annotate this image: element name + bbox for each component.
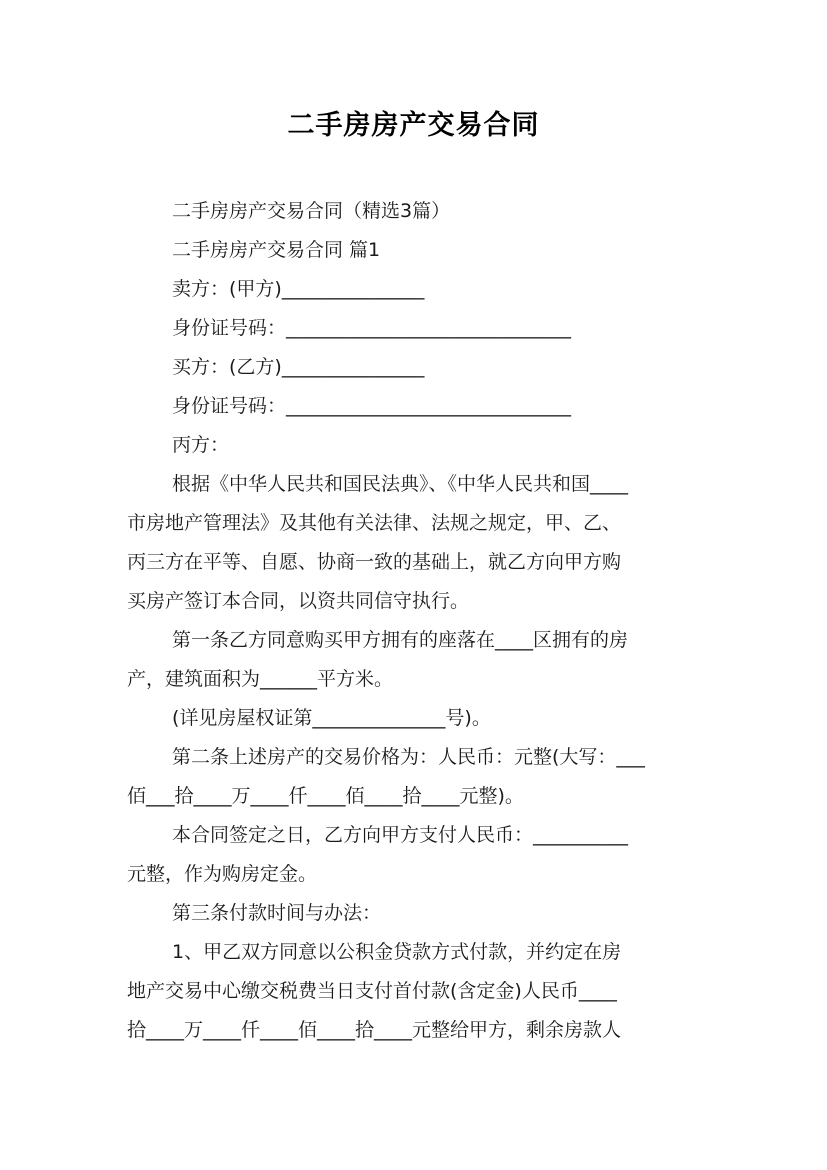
deposit-line: 元整，作为购房定金。 — [127, 863, 318, 885]
paragraph-line: 丙三方在平等、自愿、协商一致的基础上，就乙方向甲方购 — [127, 551, 622, 573]
buyer-field: 买方：(乙方)_______________ — [172, 356, 425, 378]
buyer-id-field: 身份证号码：______________________________ — [172, 395, 572, 417]
seller-id-field: 身份证号码：______________________________ — [172, 317, 572, 339]
article-3-line: 1、甲乙双方同意以公积金贷款方式付款，并约定在房 — [172, 941, 622, 963]
article-2-line: 佰___拾____万____仟____佰____拾____元整)。 — [127, 785, 524, 807]
subtitle-line: 二手房房产交易合同（精选3篇） — [172, 200, 451, 222]
article-1-line: 产，建筑面积为______平方米。 — [127, 668, 394, 690]
article-1-note: (详见房屋权证第______________号)。 — [172, 707, 491, 729]
section-heading: 二手房房产交易合同 篇1 — [172, 239, 381, 261]
paragraph-line: 根据《中华人民共和国民法典》、《中华人民共和国____ — [172, 473, 629, 495]
seller-field: 卖方：(甲方)_______________ — [172, 278, 425, 300]
article-3-line: 拾____万____仟____佰____拾____元整给甲方，剩余房款人 — [127, 1019, 622, 1041]
article-2-line: 第二条上述房产的交易价格为：人民币：元整(大写：___ — [172, 746, 645, 768]
article-3-heading: 第三条付款时间与办法： — [172, 902, 382, 924]
paragraph-line: 市房地产管理法》及其他有关法律、法规之规定，甲、乙、 — [127, 512, 622, 534]
deposit-line: 本合同签定之日，乙方向甲方支付人民币：__________ — [172, 824, 629, 846]
article-3-line: 地产交易中心缴交税费当日支付首付款(含定金)人民币____ — [127, 980, 617, 1002]
document-title: 二手房房产交易合同 — [287, 110, 540, 141]
third-party-field: 丙方： — [172, 434, 230, 456]
paragraph-line: 买房产签订本合同，以资共同信守执行。 — [127, 590, 470, 612]
article-1-line: 第一条乙方同意购买甲方拥有的座落在____区拥有的房 — [172, 629, 629, 651]
